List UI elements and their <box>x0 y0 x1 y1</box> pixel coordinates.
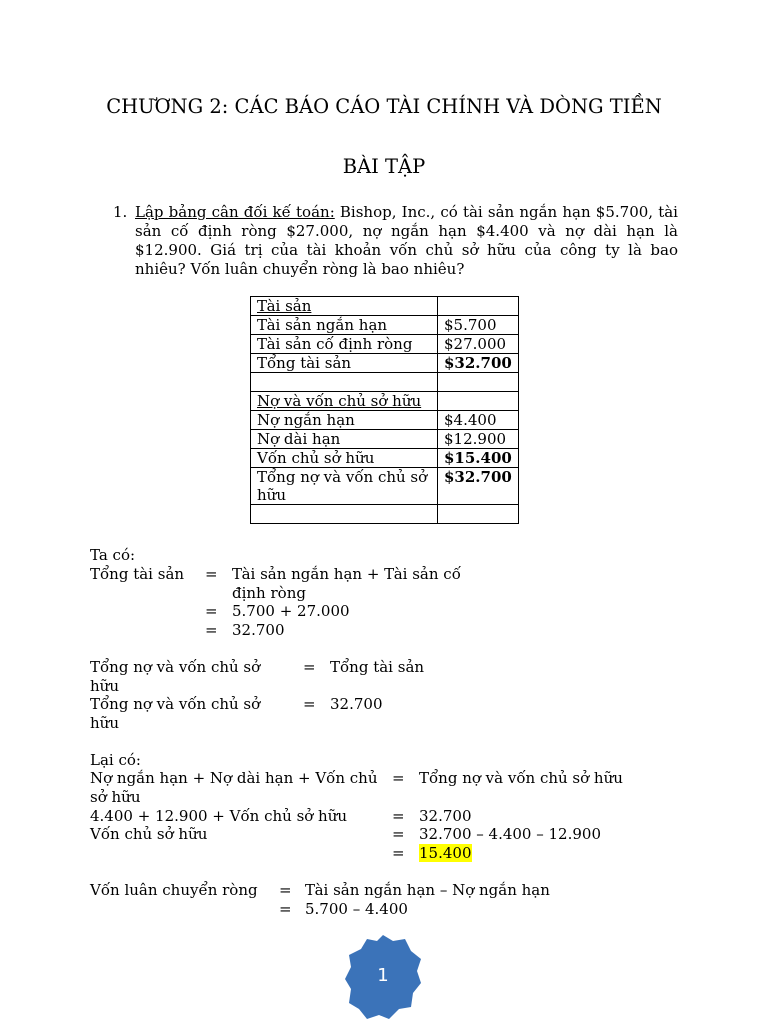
calc2-rhs-2: 32.700 <box>330 695 383 713</box>
table-cell-value: $32.700 <box>438 354 519 373</box>
chapter-title: CHƯƠNG 2: CÁC BÁO CÁO TÀI CHÍNH VÀ DÒNG TIỀN <box>106 95 662 118</box>
calc4-lhs: Vốn luân chuyển ròng <box>90 881 258 899</box>
table-cell-label: Tài sản cố định ròng <box>251 335 438 354</box>
table-row <box>251 392 519 411</box>
table-cell-value: $12.900 <box>438 430 519 449</box>
equals-sign: = <box>279 900 292 918</box>
table-cell-value: $5.700 <box>438 316 519 335</box>
problem-text <box>135 203 678 279</box>
calc1-rhs-3: 32.700 <box>232 621 285 639</box>
equals-sign: = <box>392 769 405 787</box>
table-row <box>251 297 519 316</box>
table-cell-label: Tổng nợ và vốn chủ sở hữu <box>251 468 438 505</box>
table-cell-label: Tổng tài sản <box>251 354 438 373</box>
table-cell-label <box>251 373 438 392</box>
table-cell-label: Tài sản ngắn hạn <box>251 316 438 335</box>
table-cell-label: Tài sản <box>251 297 438 316</box>
calc3-lhs-2: 4.400 + 12.900 + Vốn chủ sở hữu <box>90 807 348 825</box>
equals-sign: = <box>205 621 218 639</box>
equals-sign: = <box>205 565 218 583</box>
equals-sign: = <box>392 844 405 862</box>
calc3-lhs-1b: sở hữu <box>90 788 141 806</box>
table-row <box>251 468 519 505</box>
table-cell-value <box>438 505 519 524</box>
table-row <box>251 316 519 335</box>
table-cell-value <box>438 392 519 411</box>
problem-1 <box>113 203 678 279</box>
highlighted-result: 15.400 <box>419 844 472 862</box>
calc1-intro: Ta có: <box>90 546 136 564</box>
calc3-rhs-2: 32.700 <box>419 807 472 825</box>
section-title: BÀI TẬP <box>342 155 426 178</box>
calc2-rhs-1: Tổng tài sản <box>330 658 425 676</box>
calc3-lhs-3: Vốn chủ sở hữu <box>90 825 208 843</box>
calc2-lhs-1a: Tổng nợ và vốn chủ sở <box>90 658 261 676</box>
table-cell-label: Nợ ngắn hạn <box>251 411 438 430</box>
calc4-rhs-2: 5.700 – 4.400 <box>305 900 408 918</box>
table-cell-value: $4.400 <box>438 411 519 430</box>
table-cell-value: $32.700 <box>438 468 519 505</box>
calc3-lhs-1a: Nợ ngắn hạn + Nợ dài hạn + Vốn chủ <box>90 769 378 787</box>
calc3-intro: Lại có: <box>90 751 141 769</box>
calc1-rhs-1b: định ròng <box>232 584 306 602</box>
table-row <box>251 411 519 430</box>
calc1-rhs-2: 5.700 + 27.000 <box>232 602 350 620</box>
table-row <box>251 373 519 392</box>
table-cell-label: Nợ và vốn chủ sở hữu <box>251 392 438 411</box>
table-row <box>251 430 519 449</box>
table-row <box>251 449 519 468</box>
equals-sign: = <box>392 807 405 825</box>
calc2-lhs-2b: hữu <box>90 714 119 732</box>
calc1-lhs: Tổng tài sản <box>90 565 185 583</box>
page-number-badge <box>345 935 421 1021</box>
equals-sign: = <box>205 602 218 620</box>
calc2-lhs-1b: hữu <box>90 677 119 695</box>
calc2-lhs-2a: Tổng nợ và vốn chủ sở <box>90 695 261 713</box>
problem-body: Bishop, Inc., có tài sản ngắn hạn $5.700, tài sản cố định ròng $27.000, nợ ngắn hạn $4.400 và nợ dài hạn là $12.900. Giá trị của tài khoản vốn chủ sở hữu của công ty là bao nhiêu? Vốn luân chuyển ròng là bao nhiêu? <box>135 203 678 278</box>
table-cell-label <box>251 505 438 524</box>
calc3-rhs-1: Tổng nợ và vốn chủ sở hữu <box>419 769 623 787</box>
equals-sign: = <box>392 825 405 843</box>
calc1-rhs-1a: Tài sản ngắn hạn + Tài sản cố <box>232 565 461 583</box>
table-cell-value <box>438 297 519 316</box>
calc3-rhs-3: 32.700 – 4.400 – 12.900 <box>419 825 601 843</box>
table-cell-label: Nợ dài hạn <box>251 430 438 449</box>
equals-sign: = <box>303 695 316 713</box>
equals-sign: = <box>279 881 292 899</box>
table-cell-value: $15.400 <box>438 449 519 468</box>
table-row <box>251 335 519 354</box>
table-cell-value: $27.000 <box>438 335 519 354</box>
equals-sign: = <box>303 658 316 676</box>
calc4-rhs-1: Tài sản ngắn hạn – Nợ ngắn hạn <box>305 881 550 899</box>
balance-sheet-table <box>250 296 519 524</box>
problem-lead: Lập bảng cân đối kế toán: <box>135 203 335 221</box>
problem-number: 1. <box>113 203 128 221</box>
page-number: 1 <box>377 965 389 986</box>
table-row <box>251 354 519 373</box>
table-cell-value <box>438 373 519 392</box>
table-cell-label: Vốn chủ sở hữu <box>251 449 438 468</box>
table-row <box>251 505 519 524</box>
